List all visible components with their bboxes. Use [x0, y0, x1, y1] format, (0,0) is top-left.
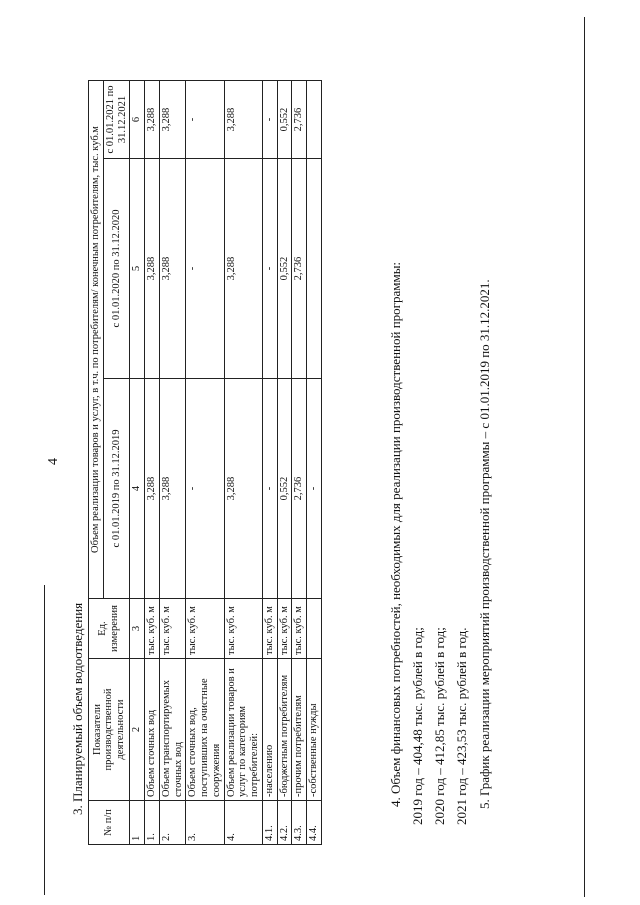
- row-value-2021: 3,288: [145, 81, 160, 159]
- finance-year-2021: 2021 год – 423,53 тыс. рублей в год.: [454, 627, 469, 825]
- row-name: Объем транспортируемых сточных вод: [159, 659, 186, 801]
- col-number: 3: [130, 599, 145, 659]
- row-value-2021: -: [186, 81, 224, 159]
- row-value-2020: 2,736: [292, 159, 307, 379]
- row-num: 4.2.: [277, 801, 292, 845]
- row-value-2019: 3,288: [159, 379, 186, 599]
- row-unit: тыс. куб. м: [186, 599, 224, 659]
- row-num: 2.: [159, 801, 186, 845]
- row-unit: тыс. куб. м: [262, 599, 277, 659]
- row-unit: тыс. куб. м: [224, 599, 262, 659]
- header-period-2021: с 01.01.2021 по 31.12.2021: [103, 81, 130, 159]
- row-value-2019: -: [186, 379, 224, 599]
- header-num: № п/п: [89, 801, 130, 845]
- header-period-2019: с 01.01.2019 по 31.12.2019: [103, 379, 130, 599]
- row-num: 4.1.: [262, 801, 277, 845]
- table-row: [277, 81, 292, 845]
- row-num: 4.3.: [292, 801, 307, 845]
- row-name: Объем сточных вод, поступивших на очистные сооружения: [186, 659, 224, 801]
- wastewater-volume-table: [88, 80, 322, 845]
- row-name: -собственные нужды: [307, 659, 322, 801]
- header-unit: Ед. измерения: [89, 599, 130, 659]
- row-name: -прочим потребителям: [292, 659, 307, 801]
- col-number: 4: [130, 379, 145, 599]
- table-row: [262, 81, 277, 845]
- row-value-2021: 3,288: [224, 81, 262, 159]
- header-indicator: Показатели производственной деятельности: [89, 659, 130, 801]
- row-unit: тыс. куб. м: [277, 599, 292, 659]
- finance-year-2020: 2020 год – 412,85 тыс. рублей в год;: [432, 627, 447, 825]
- row-num: 4.: [224, 801, 262, 845]
- row-value-2020: -: [262, 159, 277, 379]
- row-name: Объем реализации товаров и услуг по категориям потребителей:: [224, 659, 262, 801]
- col-number: 2: [130, 659, 145, 801]
- table-header-row: [89, 81, 104, 845]
- bottom-rule: [584, 17, 585, 897]
- table-row: [145, 81, 160, 845]
- row-unit: тыс. куб. м: [292, 599, 307, 659]
- row-value-2019: 3,288: [145, 379, 160, 599]
- col-number: 1: [130, 801, 145, 845]
- col-number: 5: [130, 159, 145, 379]
- table-row: [292, 81, 307, 845]
- top-rule: [44, 585, 45, 895]
- row-name: -бюджетным потребителям: [277, 659, 292, 801]
- section-3-heading: 3. Планируемый объем водоотведения: [70, 602, 85, 815]
- row-value-2019: -: [262, 379, 277, 599]
- row-value-2019: 3,288: [224, 379, 262, 599]
- header-volume: Объем реализации товаров и услуг, в т.ч. по потребителям/ конечным потребителям, тыс. куб.м: [89, 81, 104, 599]
- row-value-2021: -: [262, 81, 277, 159]
- row-value-2020: 3,288: [224, 159, 262, 379]
- row-num: 1.: [145, 801, 160, 845]
- row-unit: [307, 599, 322, 659]
- table-row: [224, 81, 262, 845]
- row-value-2020: 0,552: [277, 159, 292, 379]
- row-value-2019: 2,736: [292, 379, 307, 599]
- row-value-2021: [307, 81, 322, 159]
- row-name: -населению: [262, 659, 277, 801]
- page-number: 4: [46, 458, 61, 465]
- section-5-heading: 5. График реализации мероприятий производственной программы – с 01.01.2019 по 31.12.2021.: [477, 279, 492, 809]
- row-num: 4.4.: [307, 801, 322, 845]
- row-unit: тыс. куб. м: [145, 599, 160, 659]
- row-value-2020: 3,288: [159, 159, 186, 379]
- section-4-heading: 4. Объем финансовых потребностей, необходимых для реализации производственной программы:: [388, 261, 403, 807]
- table-row: [159, 81, 186, 845]
- row-value-2020: [307, 159, 322, 379]
- column-number-row: [130, 81, 145, 845]
- row-value-2021: 3,288: [159, 81, 186, 159]
- row-value-2020: 3,288: [145, 159, 160, 379]
- row-value-2019: -: [307, 379, 322, 599]
- row-value-2020: -: [186, 159, 224, 379]
- row-unit: тыс. куб. м: [159, 599, 186, 659]
- col-number: 6: [130, 81, 145, 159]
- table-row: [186, 81, 224, 845]
- finance-year-2019: 2019 год – 404,48 тыс. рублей в год;: [410, 627, 425, 825]
- header-period-2020: с 01.01.2020 по 31.12.2020: [103, 159, 130, 379]
- table-row: [307, 81, 322, 845]
- row-value-2021: 0,552: [277, 81, 292, 159]
- row-value-2021: 2,736: [292, 81, 307, 159]
- row-num: 3.: [186, 801, 224, 845]
- row-value-2019: 0,552: [277, 379, 292, 599]
- row-name: Объем сточных вод: [145, 659, 160, 801]
